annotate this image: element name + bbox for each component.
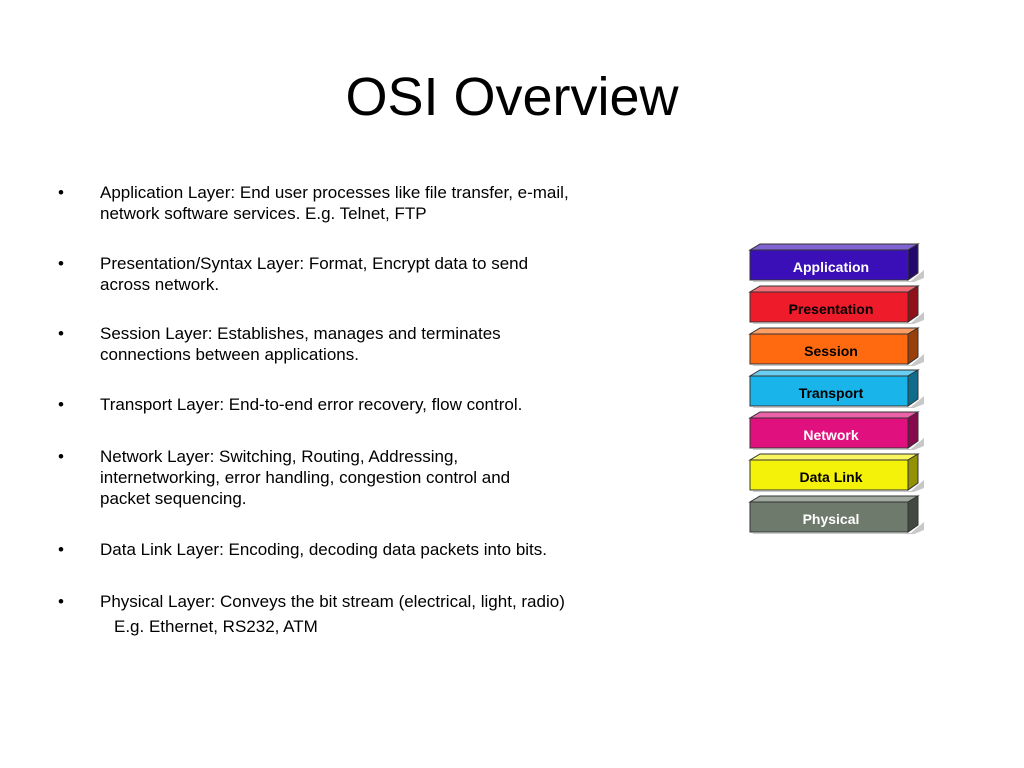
- osi-layer-label: Network: [803, 427, 859, 443]
- osi-layer-presentation: [744, 284, 926, 324]
- slide-title: OSI Overview: [345, 67, 679, 127]
- bullet-item-presentation: [58, 253, 658, 295]
- osi-layer-network: [744, 410, 926, 450]
- bullet-item-physical: [58, 591, 658, 637]
- bullet-text: Network Layer: Switching, Routing, Addressing, internetworking, error handling, congestion control and packet sequencing.: [100, 447, 511, 508]
- bullet-text: Data Link Layer: Encoding, decoding data packets into bits.: [100, 540, 548, 559]
- bullet-list: [58, 182, 658, 637]
- bullet-icon: •: [58, 447, 64, 466]
- osi-layer-stack: [744, 242, 926, 538]
- bullet-item-network: [58, 446, 658, 509]
- osi-layer-label: Presentation: [788, 301, 874, 317]
- bullet-icon: •: [58, 183, 64, 202]
- osi-layer-label: Transport: [798, 385, 864, 401]
- bullet-text: Application Layer: End user processes like file transfer, e-mail, network software services. E.g. Telnet, FTP: [100, 183, 569, 223]
- osi-layer-label: Session: [804, 343, 858, 359]
- osi-layer-data-link: [744, 452, 926, 492]
- bullet-text: Presentation/Syntax Layer: Format, Encrypt data to send across network.: [100, 254, 529, 294]
- osi-layer-session: [744, 326, 926, 366]
- osi-layer-physical: [744, 494, 926, 534]
- bullet-icon: •: [58, 395, 64, 414]
- bullet-continuation: E.g. Ethernet, RS232, ATM: [114, 617, 318, 636]
- bullet-item-session: [58, 323, 658, 365]
- bullet-icon: •: [58, 592, 64, 611]
- bullet-icon: •: [58, 324, 64, 343]
- bullet-text: Session Layer: Establishes, manages and terminates connections between applications.: [100, 324, 501, 364]
- osi-layer-label: Data Link: [799, 469, 863, 485]
- bullet-text: Physical Layer: Conveys the bit stream (electrical, light, radio): [100, 592, 565, 611]
- osi-layer-application: [744, 242, 926, 282]
- osi-layer-label: Physical: [802, 511, 860, 527]
- bullet-item-transport: [58, 394, 658, 415]
- bullet-item-data-link: [58, 539, 658, 560]
- bullet-item-application: [58, 182, 658, 224]
- bullet-icon: •: [58, 540, 64, 559]
- osi-layer-label: Application: [792, 259, 870, 275]
- bullet-icon: •: [58, 254, 64, 273]
- osi-layer-transport: [744, 368, 926, 408]
- bullet-text: Transport Layer: End-to-end error recovery, flow control.: [100, 395, 523, 414]
